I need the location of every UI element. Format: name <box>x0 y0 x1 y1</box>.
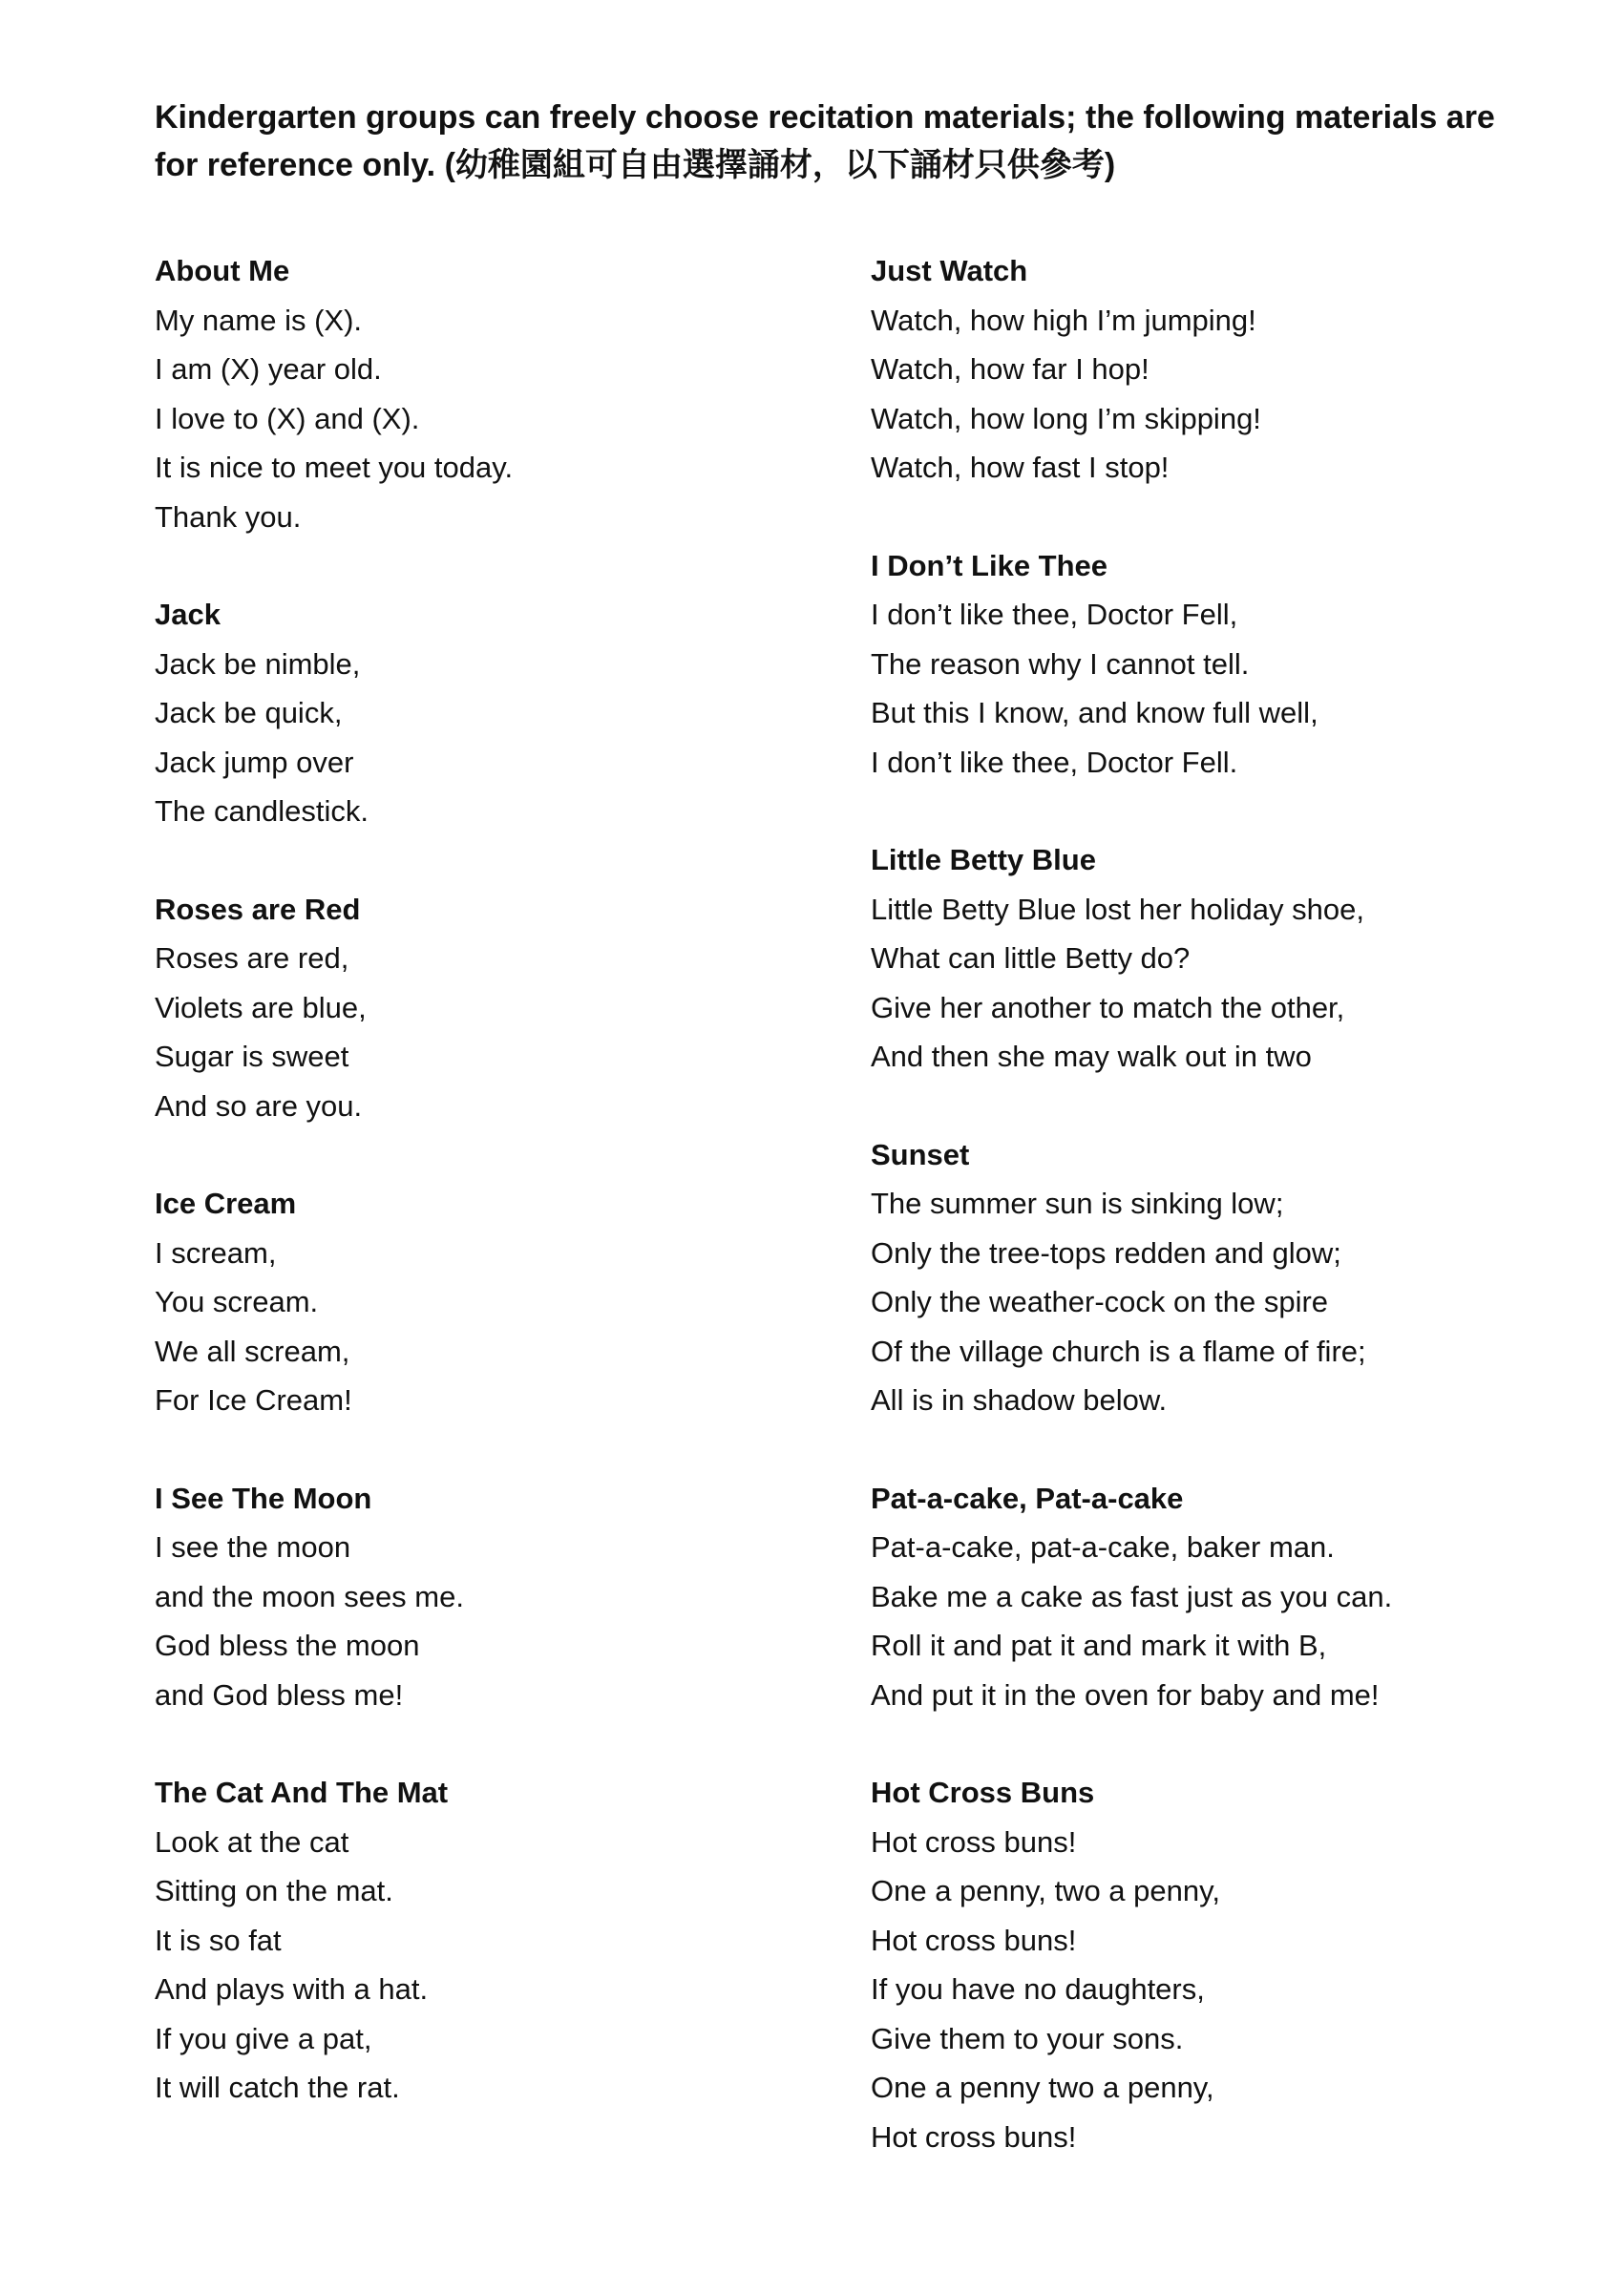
poem-title: Pat-a-cake, Pat-a-cake <box>871 1481 1184 1515</box>
poem-title: Just Watch <box>871 254 1028 287</box>
poem-title: Roses are Red <box>155 892 361 926</box>
poem-sunset <box>871 1130 1577 1425</box>
poem-line: I scream, <box>155 1235 277 1270</box>
poem-title: Little Betty Blue <box>871 843 1096 876</box>
poem-i-see-the-moon <box>155 1474 861 1720</box>
poem-line: Hot cross buns! <box>871 2119 1077 2154</box>
poem-line: The summer sun is sinking low; <box>871 1187 1284 1220</box>
poem-line: Bake me a cake as fast just as you can. <box>871 1579 1393 1613</box>
poem-line: Violets are blue, <box>155 990 367 1024</box>
poem-line: Jack be nimble, <box>155 646 361 681</box>
poem-line: The candlestick. <box>155 794 369 828</box>
poem-title: Hot Cross Buns <box>871 1776 1095 1809</box>
poem-about-me <box>155 246 861 541</box>
poem-line: Roll it and pat it and mark it with B, <box>871 1629 1327 1662</box>
poem-line: I don’t like thee, Doctor Fell. <box>871 745 1238 779</box>
poem-line: If you have no daughters, <box>871 1972 1205 2006</box>
poem-title: Jack <box>155 598 221 631</box>
poem-jack <box>155 590 861 836</box>
poem-line: My name is (X). <box>155 303 363 337</box>
poem-line: And so are you. <box>155 1088 363 1123</box>
poem-line: I don’t like thee, Doctor Fell, <box>871 598 1238 631</box>
poem-line: Pat-a-cake, pat-a-cake, baker man. <box>871 1530 1335 1564</box>
poem-line: Only the weather-cock on the spire <box>871 1285 1329 1318</box>
poem-line: You scream. <box>155 1285 319 1318</box>
poem-line: It is so fat <box>155 1923 282 1957</box>
poem-line: If you give a pat, <box>155 2021 372 2055</box>
poem-the-cat-and-the-mat <box>155 1768 861 2113</box>
poem-title: Ice Cream <box>155 1187 297 1220</box>
poem-line: For Ice Cream! <box>155 1383 352 1417</box>
poem-little-betty-blue <box>871 835 1577 1082</box>
poem-title: The Cat And The Mat <box>155 1776 449 1809</box>
poem-line: Sugar is sweet <box>155 1040 349 1073</box>
poem-line: What can little Betty do? <box>871 941 1191 975</box>
poem-title: I Don’t Like Thee <box>871 548 1108 582</box>
poem-line: But this I know, and know full well, <box>871 696 1318 729</box>
poem-line: Watch, how far I hop! <box>871 352 1149 386</box>
poem-line: I see the moon <box>155 1530 351 1564</box>
poem-title: About Me <box>155 254 290 287</box>
poem-hot-cross-buns <box>871 1768 1577 2161</box>
poem-line: and God bless me! <box>155 1677 404 1712</box>
right-column <box>871 246 1577 2210</box>
poem-roses-are-red <box>155 885 861 1131</box>
poem-line: I am (X) year old. <box>155 352 382 386</box>
poem-line: We all scream, <box>155 1334 350 1368</box>
poem-line: and the moon sees me. <box>155 1579 464 1613</box>
left-column <box>155 246 861 2161</box>
poem-title: I See The Moon <box>155 1481 372 1515</box>
poem-line: Watch, how fast I stop! <box>871 451 1170 484</box>
poem-line: Thank you. <box>155 499 302 534</box>
poem-line: God bless the moon <box>155 1629 420 1662</box>
poem-line: Give her another to match the other, <box>871 990 1345 1024</box>
poem-line: All is in shadow below. <box>871 1383 1168 1417</box>
poem-line: And put it in the oven for baby and me! <box>871 1677 1380 1712</box>
poem-line: It will catch the rat. <box>155 2071 400 2104</box>
poem-line: And plays with a hat. <box>155 1972 429 2006</box>
poem-line: Sitting on the mat. <box>155 1874 393 1907</box>
poem-line: Of the village church is a flame of fire; <box>871 1334 1366 1368</box>
poem-line: Jack jump over <box>155 745 354 779</box>
poem-line: One a penny, two a penny, <box>871 1874 1220 1907</box>
poem-line: Give them to your sons. <box>871 2021 1184 2055</box>
poem-line: The reason why I cannot tell. <box>871 646 1250 681</box>
poem-line: I love to (X) and (X). <box>155 401 420 435</box>
poem-line: And then she may walk out in two <box>871 1040 1312 1073</box>
poem-line: Hot cross buns! <box>871 1923 1077 1957</box>
poem-line: Hot cross buns! <box>871 1824 1077 1859</box>
poem-title: Sunset <box>871 1137 970 1171</box>
poem-line: Watch, how high I’m jumping! <box>871 303 1256 337</box>
page-heading: Kindergarten groups can freely choose recitation materials; the following materials are for reference only. (幼稚園組可自由選擇誦材，以下誦材只供參考) <box>155 99 1495 183</box>
poem-line: It is nice to meet you today. <box>155 451 514 484</box>
poem-just-watch <box>871 246 1577 493</box>
poem-line: Only the tree-tops redden and glow; <box>871 1235 1341 1270</box>
poem-line: Roses are red, <box>155 941 349 975</box>
poem-line: One a penny two a penny, <box>871 2071 1214 2104</box>
poem-i-don-t-like-thee <box>871 541 1577 788</box>
poem-line: Jack be quick, <box>155 696 343 729</box>
poem-line: Look at the cat <box>155 1824 349 1859</box>
poem-pat-a-cake-pat-a-cake <box>871 1474 1577 1720</box>
poem-line: Little Betty Blue lost her holiday shoe, <box>871 892 1364 926</box>
poem-ice-cream <box>155 1179 861 1425</box>
poem-line: Watch, how long I’m skipping! <box>871 401 1261 435</box>
